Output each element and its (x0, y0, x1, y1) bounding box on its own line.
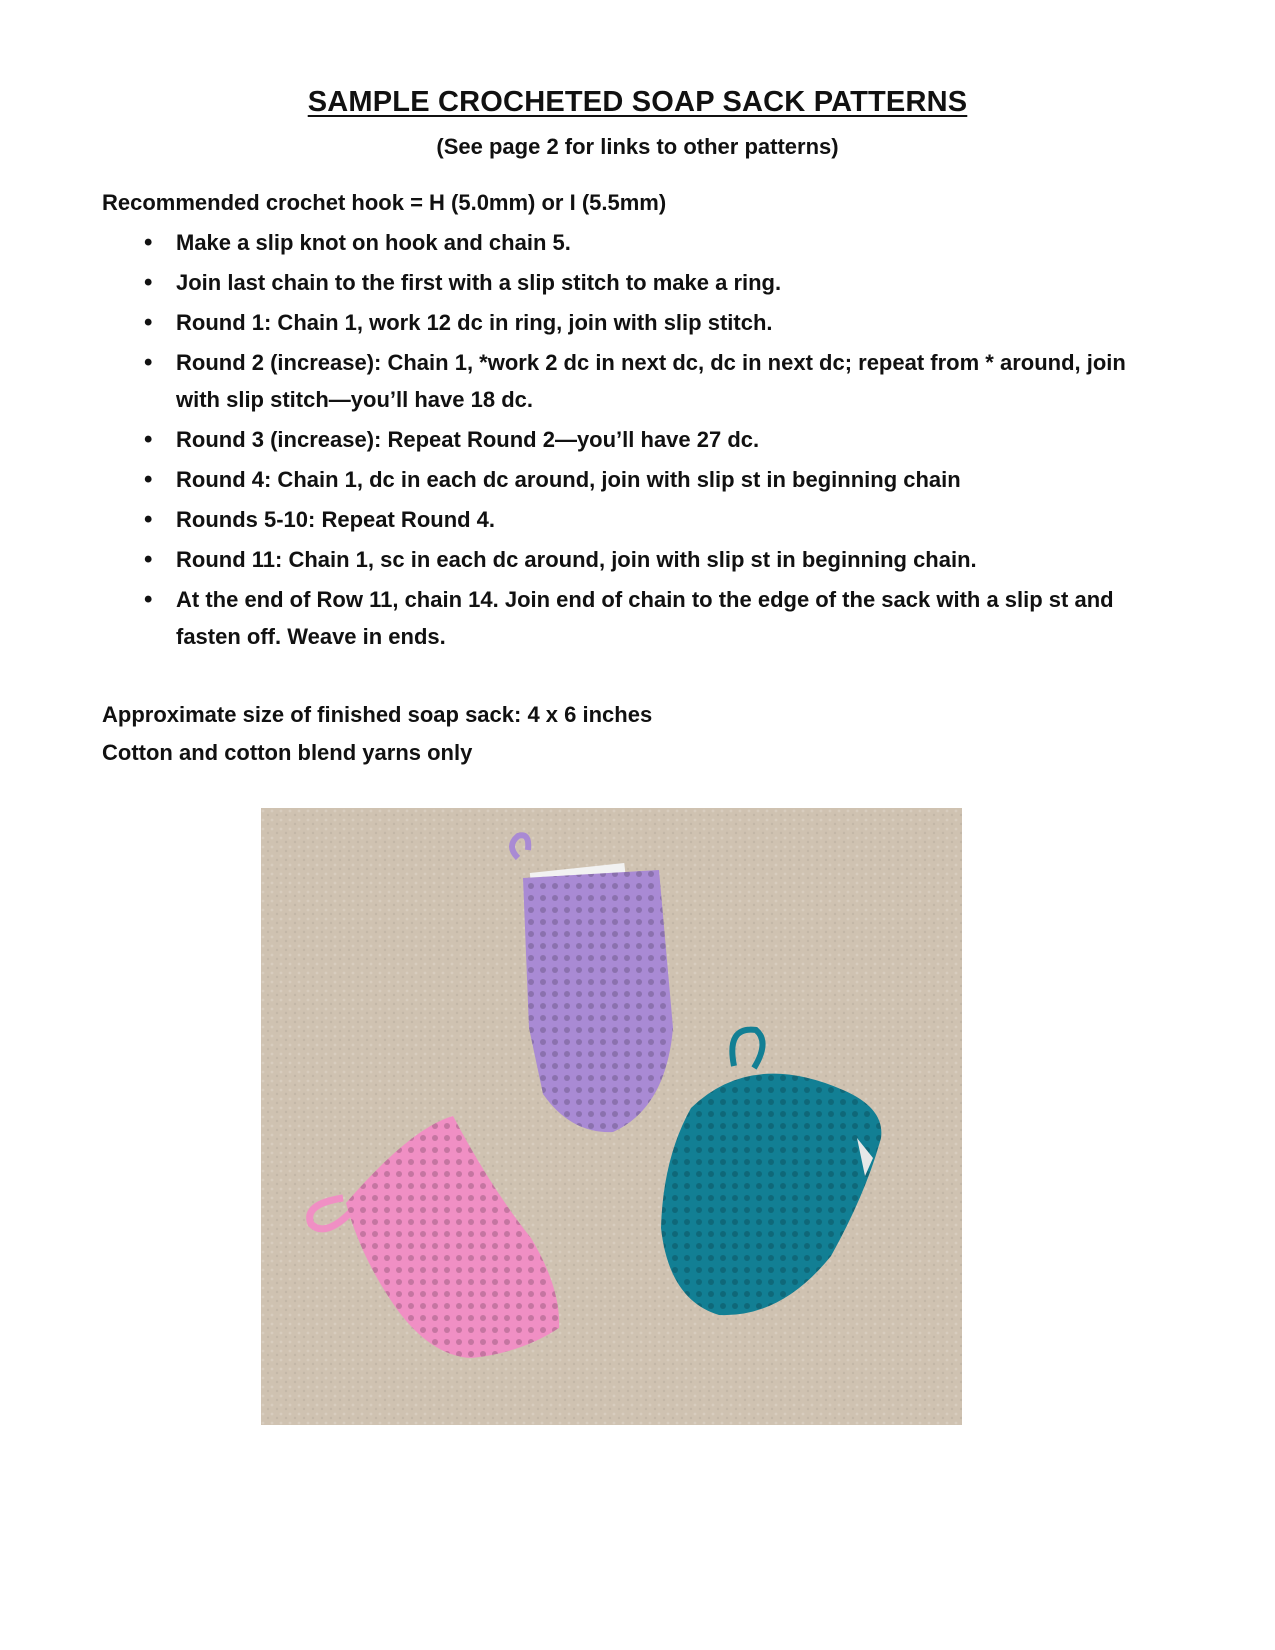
step-item: • Make a slip knot on hook and chain 5. (102, 224, 1162, 261)
step-item: • At the end of Row 11, chain 14. Join end of chain to the edge of the sack with a slip st and fasten off. Weave in ends. (102, 581, 1162, 655)
step-item: • Round 4: Chain 1, dc in each dc around, join with slip st in beginning chain (102, 461, 1162, 498)
step-item: • Round 2 (increase): Chain 1, *work 2 dc in next dc, dc in next dc; repeat from * around, join with slip stitch—you’ll have 18 dc. (102, 344, 1162, 418)
step-item: • Join last chain to the first with a slip stitch to make a ring. (102, 264, 1162, 301)
page-subtitle: (See page 2 for links to other patterns) (436, 134, 839, 159)
finished-size: Approximate size of finished soap sack: 4 x 6 inches (102, 702, 653, 727)
step-item: • Round 1: Chain 1, work 12 dc in ring, join with slip stitch. (102, 304, 1162, 341)
pattern-steps (102, 224, 1162, 658)
step-item: • Rounds 5-10: Repeat Round 4. (102, 501, 1162, 538)
soap-sacks-photo (261, 808, 962, 1425)
hook-recommendation: Recommended crochet hook = H (5.0mm) or I (5.5mm) (102, 190, 667, 215)
yarn-note: Cotton and cotton blend yarns only (102, 740, 473, 765)
page-title: SAMPLE CROCHETED SOAP SACK PATTERNS (307, 86, 968, 118)
step-item: • Round 3 (increase): Repeat Round 2—you’ll have 27 dc. (102, 421, 1162, 458)
step-item: • Round 11: Chain 1, sc in each dc around, join with slip st in beginning chain. (102, 541, 1162, 578)
